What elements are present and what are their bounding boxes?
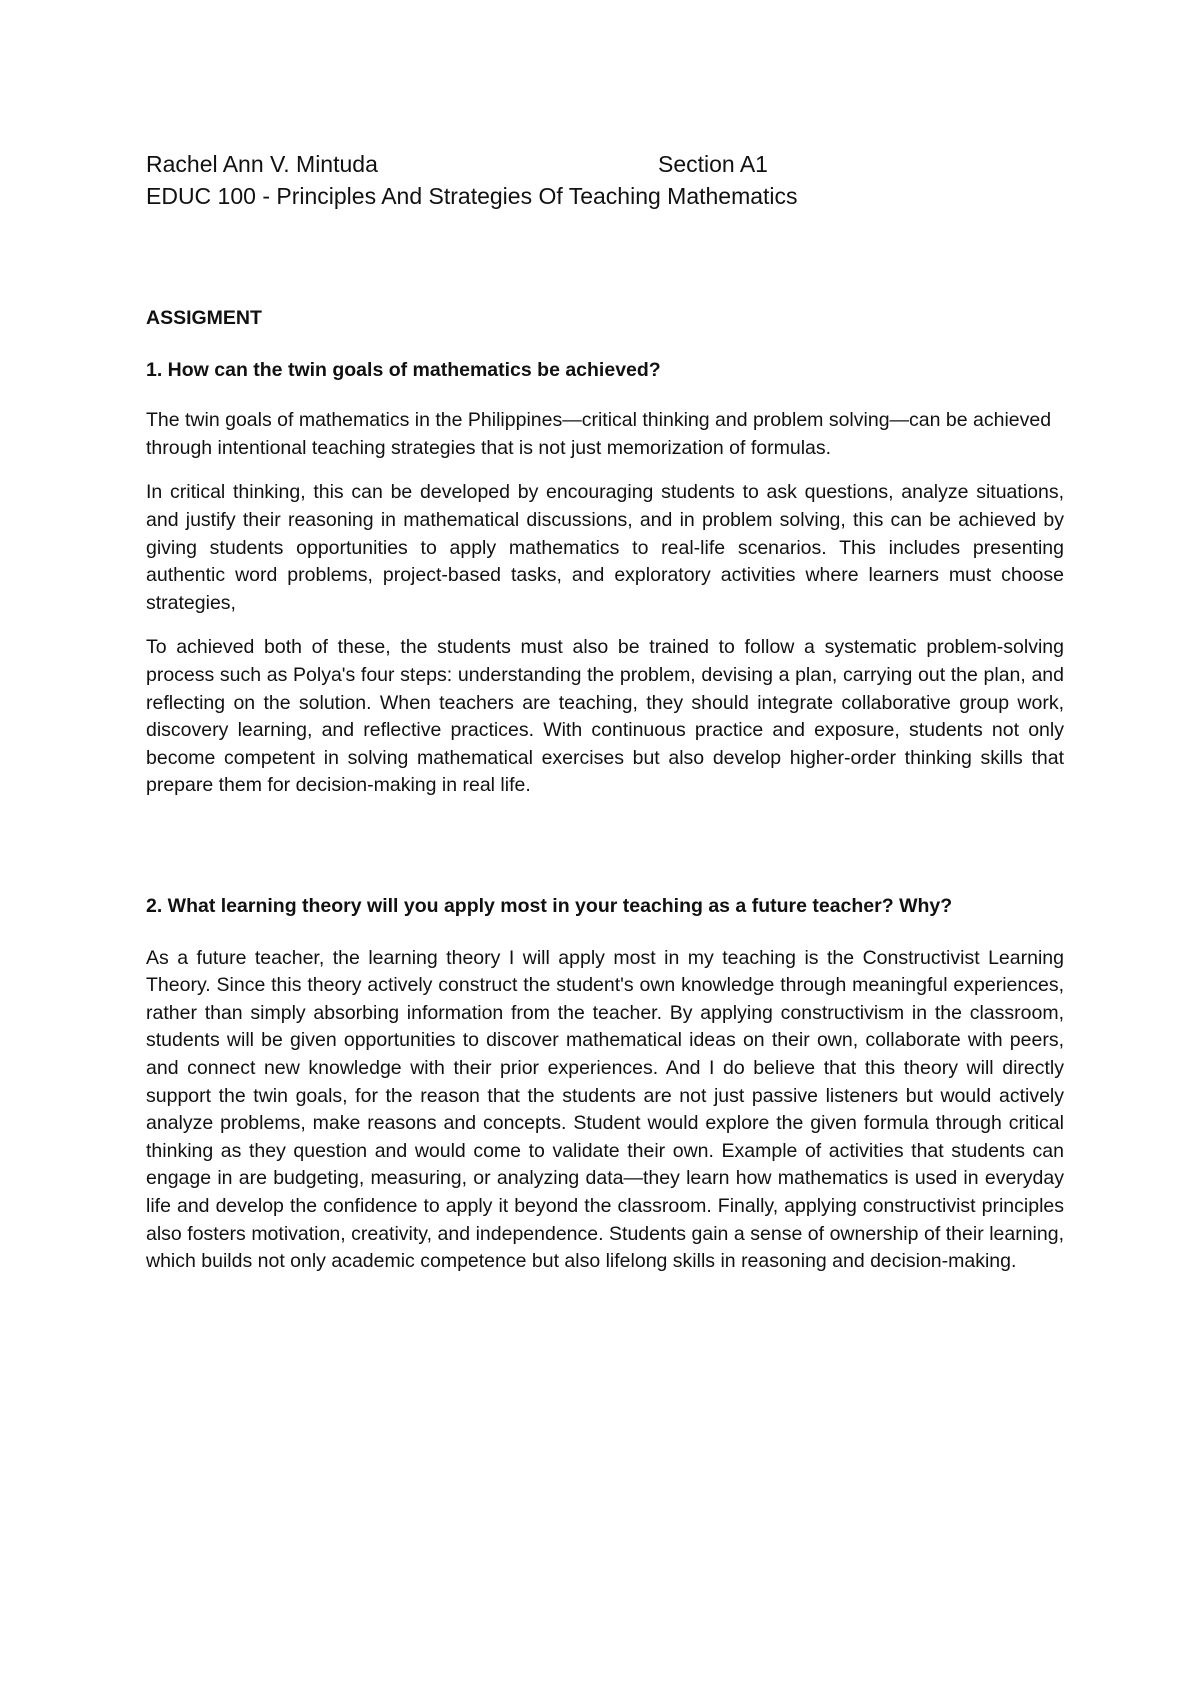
question-1-paragraph-2: In critical thinking, this can be developed by encouraging students to ask questions, analyze situations, and justify their reasoning in mathematical discussions, and in problem solving, this can be achieved by giving students opportunities to apply mathematics to real-life scenarios. This includes presenting authentic word problems, project-based tasks, and exploratory activities where learners must choose strategies, <box>146 481 1064 614</box>
question-2-block <box>146 893 1064 1276</box>
class-section: Section A1 <box>658 151 768 177</box>
question-1-paragraph-1: The twin goals of mathematics in the Philippines—critical thinking and problem solving—can be achieved through intentional teaching strategies that is not just memorization of formulas. <box>146 409 1052 459</box>
assignment-body <box>146 305 1064 800</box>
question-1-paragraph-3: To achieved both of these, the students must also be trained to follow a systematic problem-solving process such as Polya's four steps: understanding the problem, devising a plan, carrying out the plan, and reflecting on the solution. When teachers are teaching, they should integrate collaborative group work, discovery learning, and reflective practices. With continuous practice and exposure, students not only become competent in solving mathematical exercises but also develop higher-order thinking skills that prepare them for decision-making in real life. <box>146 636 1064 797</box>
question-2-paragraph-1: As a future teacher, the learning theory I will apply most in my teaching is the Constructivist Learning Theory. Since this theory actively construct the student's own knowledge through meaningful experiences, rather than simply absorbing information from the teacher. By applying constructivism in the classroom, students will be given opportunities to discover mathematical ideas on their own, collaborate with peers, and connect new knowledge with their prior experiences. And I do believe that this theory will directly support the twin goals, for the reason that the students are not just passive listeners but would actively analyze problems, make reasons and concepts. Student would explore the given formula through critical thinking as they question and would come to validate their own. Example of activities that students can engage in are budgeting, measuring, or analyzing data—they learn how mathematics is used in everyday life and develop the confidence to apply it beyond the classroom. Finally, applying constructivist principles also fosters motivation, creativity, and independence. Students gain a sense of ownership of their learning, which builds not only academic competence but also lifelong skills in reasoning and decision-making. <box>146 946 1064 1273</box>
question-2-heading: 2. What learning theory will you apply most in your teaching as a future teacher? Why? <box>146 895 953 917</box>
student-name: Rachel Ann V. Mintuda <box>146 151 378 177</box>
student-info-line <box>146 149 768 179</box>
assignment-title: ASSIGMENT <box>146 307 262 329</box>
course-title: EDUC 100 - Principles And Strategies Of Teaching Mathematics <box>146 183 798 209</box>
question-1-heading: 1. How can the twin goals of mathematics be achieved? <box>146 358 661 381</box>
